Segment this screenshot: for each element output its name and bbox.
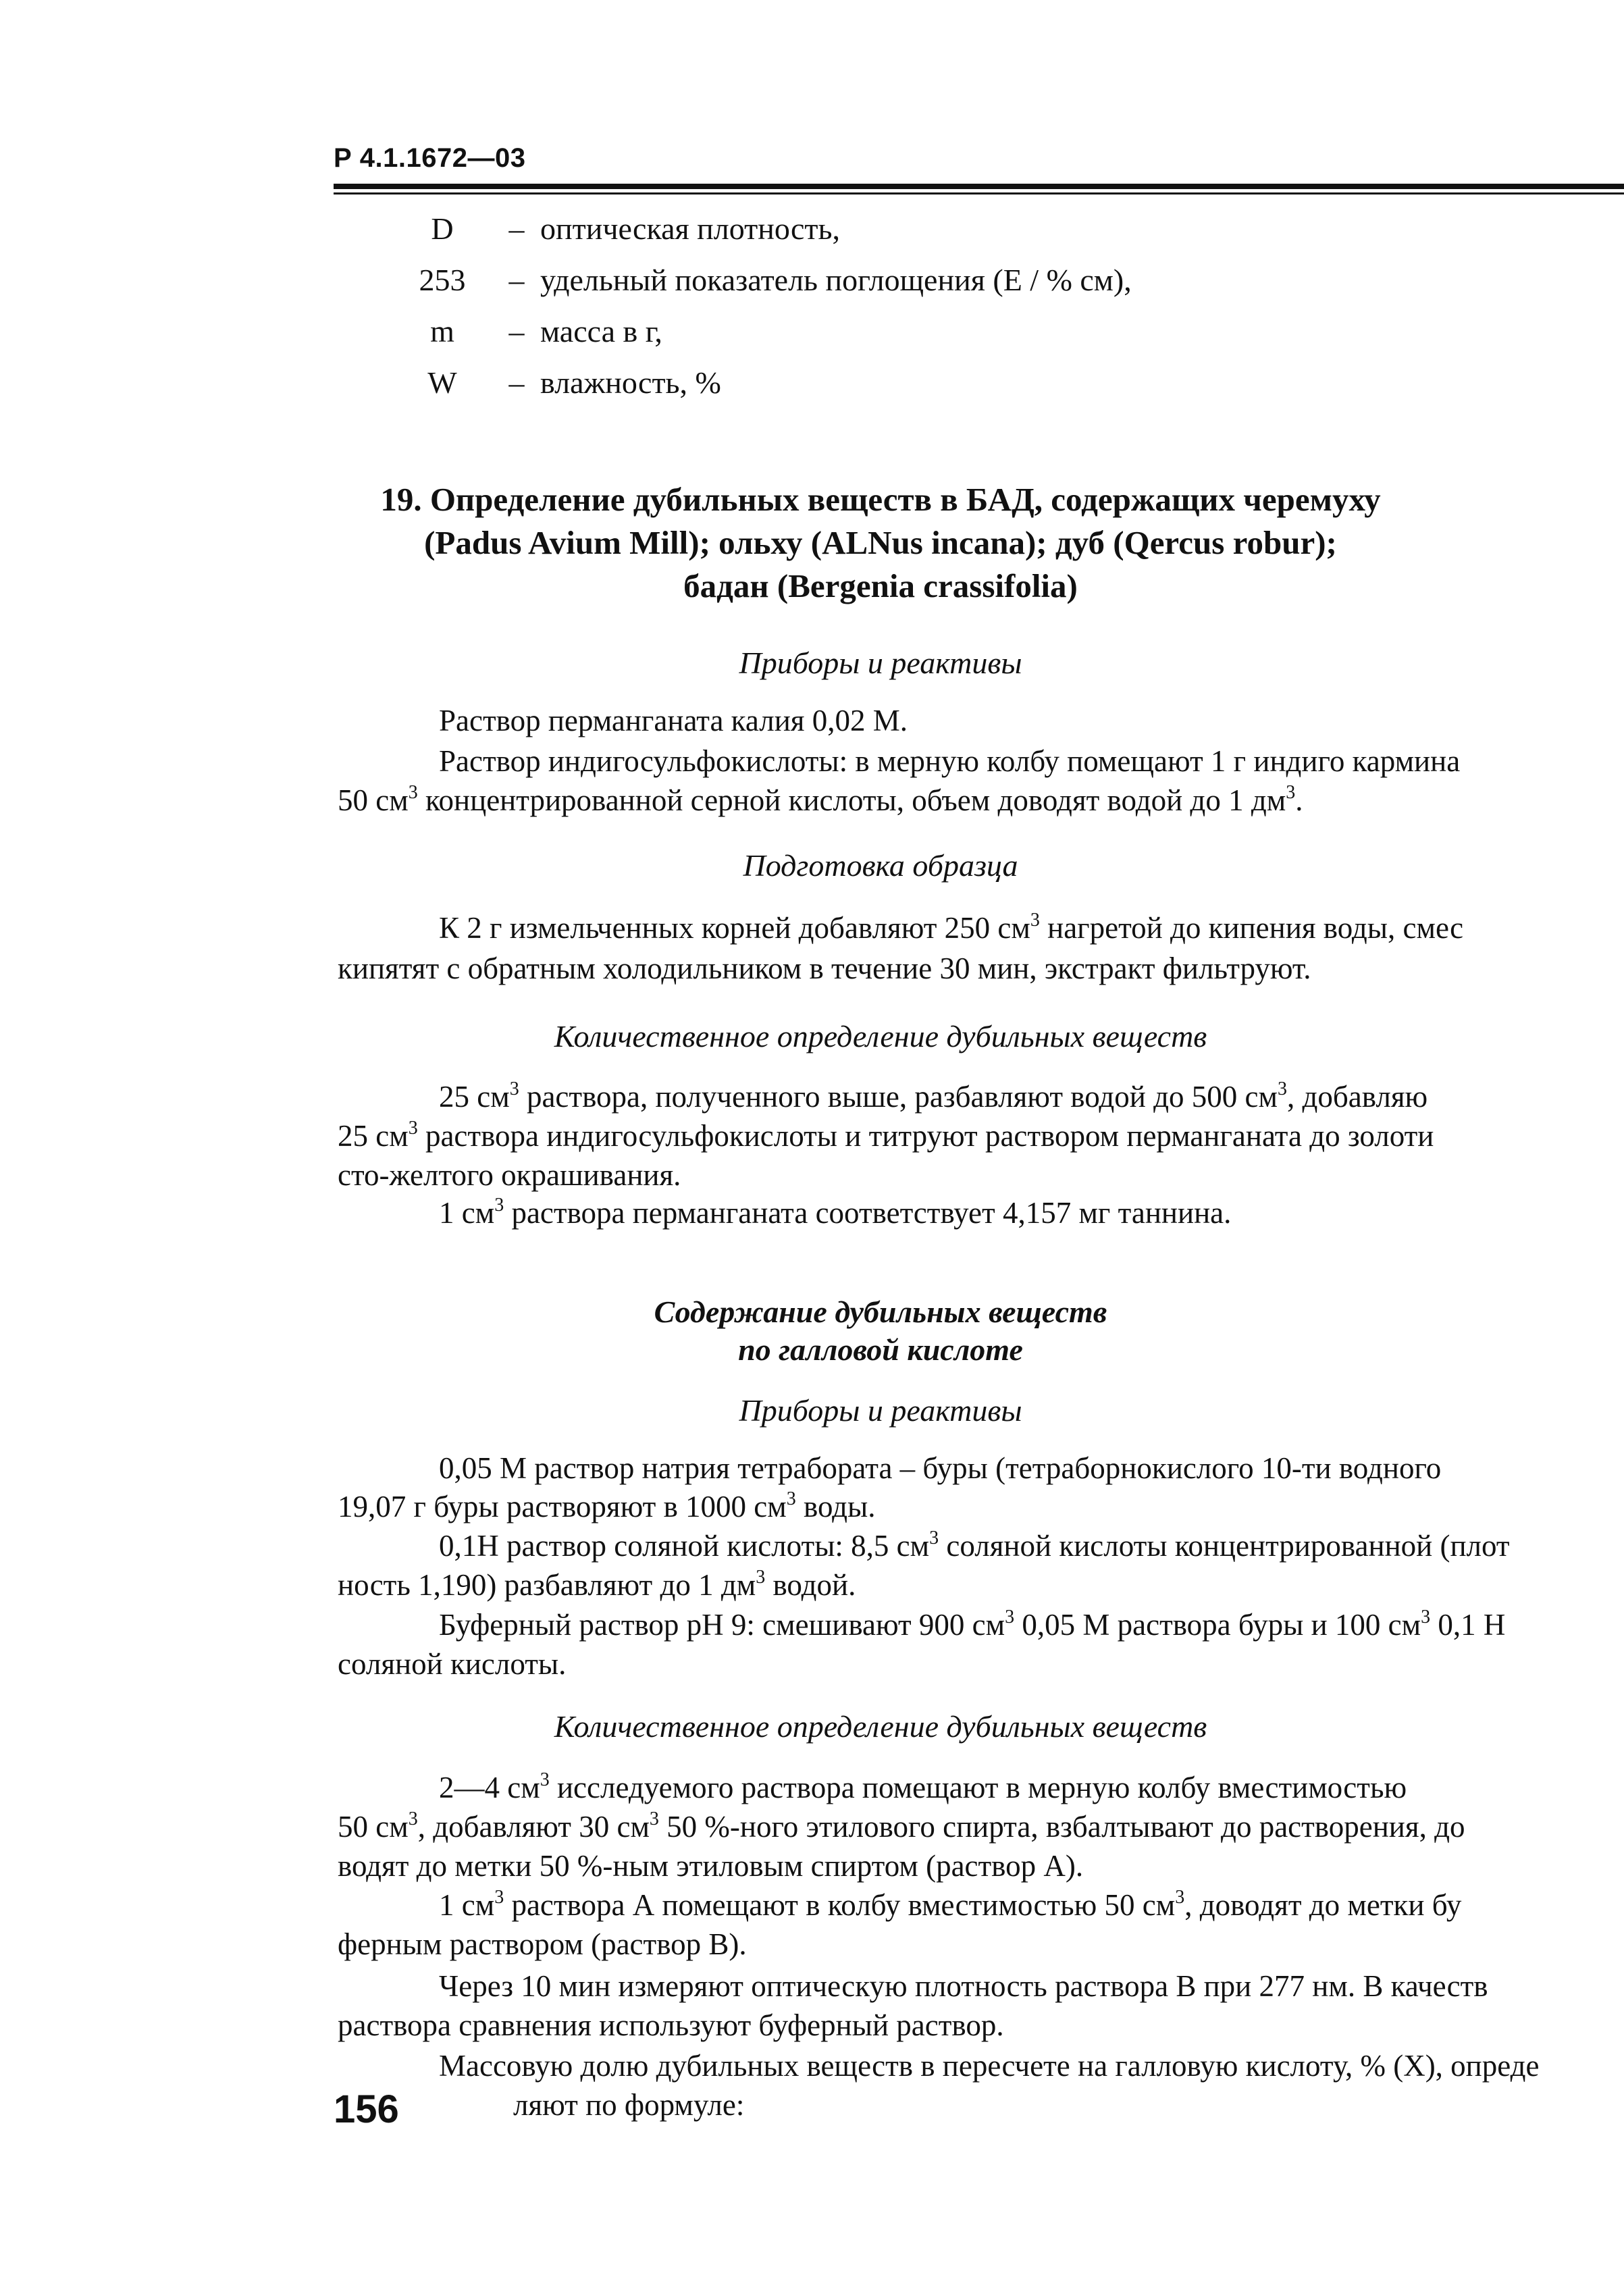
legend-row bbox=[392, 211, 1132, 262]
legend-row bbox=[392, 262, 1132, 313]
instruments-subheading: Приборы и реактивы bbox=[739, 1393, 1022, 1428]
heading-line: 19. Определение дубильных веществ в БАД, содержащих черемуху bbox=[380, 481, 1381, 518]
legend-symbol: D bbox=[431, 211, 454, 246]
header-rule-thin bbox=[334, 192, 1624, 194]
paragraph-titration-line3: сто-желтого окрашивания. bbox=[338, 1158, 681, 1192]
paragraph-borax-line2: 19,07 г буры растворяют в 1000 $см^3$ воды. bbox=[338, 1488, 876, 1523]
legend-symbol: 253 bbox=[419, 263, 466, 297]
paragraph-solution-a-line3: водят до метки 50 %-ным этиловым спиртом (раствор А). bbox=[338, 1849, 1084, 1883]
legend-description: масса в г, bbox=[540, 314, 662, 348]
legend-description: оптическая плотность, bbox=[540, 211, 841, 246]
paragraph-formula-intro-line2: ляют по формуле: bbox=[513, 2088, 745, 2122]
paragraph-sample-line2: кипятят с обратным холодильником в течение 30 мин, экстракт фильтруют. bbox=[338, 952, 1311, 985]
paragraph-borax-line1: 0,05 М раствор натрия тетрабората – буры (тетраборнокислого 10-ти водного bbox=[439, 1451, 1442, 1485]
gallic-acid-heading bbox=[334, 1293, 1427, 1369]
paragraph-hcl-line1: 0,1Н раствор соляной кислоты: 8,5 $см^3$ соляной кислоты концентрированной (плот bbox=[439, 1528, 1510, 1563]
legend-row bbox=[392, 365, 1132, 416]
section-19-heading bbox=[334, 478, 1427, 608]
paragraph-titration-line1: 25 $см^3$ раствора, полученного выше, разбавляют водой до 500 $см^3$, добавляю bbox=[439, 1078, 1428, 1114]
legend-dash: – bbox=[508, 211, 525, 246]
paragraph-sample-line1: К 2 г измельченных корней добавляют 250 $см^3$ нагретой до кипения воды, смес bbox=[439, 910, 1464, 945]
paragraph-permanganate: Раствор перманганата калия 0,02 М. bbox=[439, 704, 908, 737]
instruments-subheading: Приборы и реактивы bbox=[739, 646, 1022, 680]
paragraph-solution-b-line1: 1 $см^3$ раствора А помещают в колбу вместимостью 50 $см^3$, доводят до метки бу bbox=[439, 1887, 1462, 1922]
paragraph-absorbance-line1: Через 10 мин измеряют оптическую плотность раствора В при 277 нм. В качеств bbox=[439, 1969, 1488, 2003]
legend-dash: – bbox=[508, 365, 525, 400]
page-number: 156 bbox=[334, 2087, 399, 2131]
legend-dash: – bbox=[508, 314, 525, 348]
paragraph-buffer-line2: соляной кислоты. bbox=[338, 1647, 567, 1681]
quantitative-subheading: Количественное определение дубильных веществ bbox=[554, 1709, 1207, 1744]
heading-line: Содержание дубильных веществ bbox=[654, 1295, 1107, 1329]
header-rule-thick bbox=[334, 184, 1624, 189]
heading-line: по галловой кислоте bbox=[738, 1332, 1023, 1367]
symbol-legend bbox=[392, 211, 1132, 416]
paragraph-solution-a-line2: 50 $см^3$, добавляют 30 $см^3$ 50 %-ного этилового спирта, взбалтывают до растворения, до bbox=[338, 1808, 1465, 1844]
paragraph-titration-line2: 25 $см^3$ раствора индигосульфокислоты и титруют раствором перманганата до золоти bbox=[338, 1118, 1434, 1153]
paragraph-absorbance-line2: раствора сравнения используют буферный раствор. bbox=[338, 2008, 1004, 2042]
paragraph-indigo-line2: 50 $см^3$ концентрированной серной кислоты, объем доводят водой до 1 $дм^3$. bbox=[338, 782, 1303, 817]
document-code: Р 4.1.1672—03 bbox=[334, 143, 526, 173]
legend-symbol: m bbox=[430, 314, 454, 348]
paragraph-buffer-line1: Буферный раствор рН 9: смешивают 900 $см^3$ 0,05 М раствора буры и 100 $см^3$ 0,1 Н bbox=[439, 1607, 1506, 1642]
heading-line: бадан (Bergenia crassifolia) bbox=[683, 567, 1078, 604]
paragraph-hcl-line2: ность 1,190) разбавляют до 1 $дм^3$ водой. bbox=[338, 1567, 856, 1602]
paragraph-tannin-equivalent: 1 $см^3$ раствора перманганата соответствует 4,157 мг таннина. bbox=[439, 1195, 1232, 1230]
paragraph-formula-intro-line1: Массовую долю дубильных веществ в пересчете на галловую кислоту, % (X), опреде bbox=[439, 2049, 1540, 2083]
legend-description: влажность, % bbox=[540, 365, 721, 400]
paragraph-solution-a-line1: 2—4 $см^3$ исследуемого раствора помещают в мерную колбу вместимостью bbox=[439, 1769, 1407, 1804]
quantitative-subheading: Количественное определение дубильных веществ bbox=[554, 1019, 1207, 1053]
paragraph-indigo-line1: Раствор индигосульфокислоты: в мерную колбу помещают 1 г индиго кармина bbox=[439, 744, 1461, 778]
legend-description: удельный показатель поглощения (Е / % см), bbox=[540, 263, 1132, 297]
paragraph-solution-b-line2: ферным раствором (раствор В). bbox=[338, 1927, 747, 1961]
heading-line: (Padus Avium Mill); ольху (ALNus incana); дуб (Qercus robur); bbox=[424, 524, 1337, 561]
legend-row bbox=[392, 313, 1132, 365]
legend-dash: – bbox=[508, 263, 525, 297]
sample-prep-subheading: Подготовка образца bbox=[743, 848, 1018, 883]
legend-symbol: W bbox=[427, 365, 457, 400]
